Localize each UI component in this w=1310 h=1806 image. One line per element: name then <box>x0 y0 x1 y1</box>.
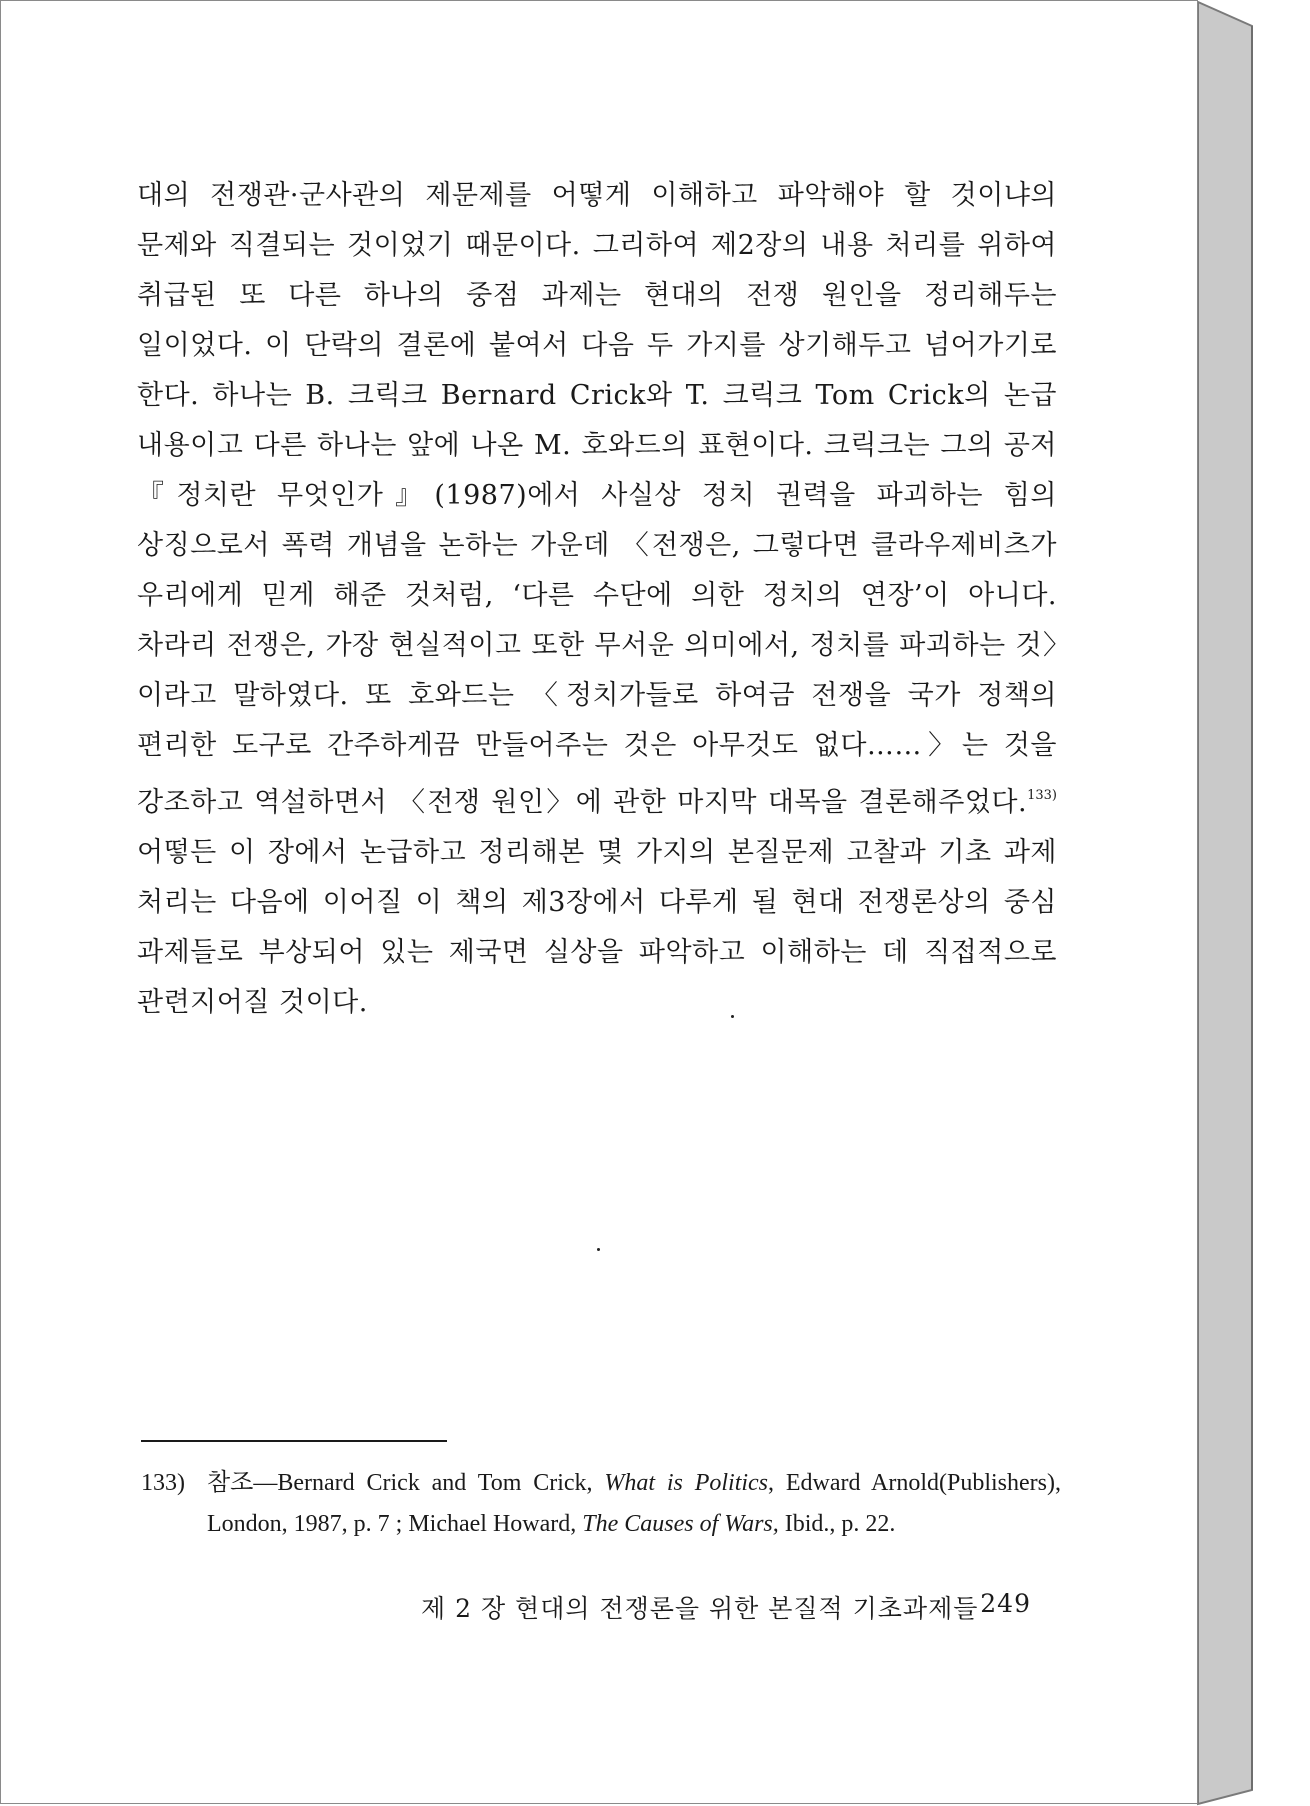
footnote-reference: 133) <box>1027 788 1057 803</box>
running-title: 제 2 장 현대의 전쟁론을 위한 본질적 기초과제들 <box>421 1594 979 1623</box>
running-footer <box>421 1589 1031 1625</box>
footnote-title-wars: The Causes of Wars, <box>582 1511 779 1537</box>
body-paragraph <box>137 171 1057 1028</box>
print-speck <box>597 1248 600 1251</box>
page-number: 249 <box>980 1589 1031 1618</box>
print-speck <box>731 1015 734 1018</box>
footnote-tail: Ibid., p. 22. <box>778 1511 896 1537</box>
footnote-mid: , Edward Arnold(Publishers), London, 1987, p. 7 ; Michael Howard, <box>207 1470 1061 1537</box>
footnote-lead: 참조—Bernard Crick and Tom Crick, <box>207 1470 605 1496</box>
footnote <box>141 1463 1061 1545</box>
footnote-text <box>207 1463 1061 1545</box>
footnote-divider <box>141 1440 447 1442</box>
footnote-title-politics: What is Politics <box>604 1470 769 1496</box>
footnote-number: 133) <box>141 1470 185 1496</box>
body-text-part2: 어떻든 이 장에서 논급하고 정리해본 몇 가지의 본질문제 고찰과 기초 과제 처리는 다음에 이어질 이 책의 제3장에서 다루게 될 현대 전쟁론상의 중심 과제들로 부상되어 있는 제국면 실상을 파악하고 이해하는 데 직접적으로 관련지어질 것이다. <box>137 837 1057 1018</box>
body-text-part1: 대의 전쟁관·군사관의 제문제를 어떻게 이해하고 파악해야 할 것이냐의 문제와 직결되는 것이었기 때문이다. 그리하여 제2장의 내용 처리를 위하여 취급된 또 다른 하나의 중점 과제는 현대의 전쟁 원인을 정리해두는 일이었다. 이 단락의 결론에 붙여서 다음 두 가지를 상기해두고 넘어가기로 한다. 하나는 B. 크릭크 Bernard Crick와 T. 크릭크 Tom Crick의 논급 내용이고 다른 하나는 앞에 나온 M. 호와드의 표현이다. 크릭크는 그의 공저 『정치란 무엇인가』(1987)에서 사실상 정치 권력을 파괴하는 힘의 상징으로서 폭력 개념을 논하는 가운데 〈전쟁은, 그렇다면 클라우제비츠가 우리에게 믿게 해준 것처럼, ‘다른 수단에 의한 정치의 연장’이 아니다. 차라리 전쟁은, 가장 현실적이고 또한 무서운 의미에서, 정치를 파괴하는 것〉이라고 말하였다. 또 호와드는 〈정치가들로 하여금 전쟁을 국가 정책의 편리한 도구로 간주하게끔 만들어주는 것은 아무것도 없다……〉는 것을 강조하고 역설하면서 〈전쟁 원인〉에 관한 마지막 대목을 결론해주었다. <box>137 180 1057 818</box>
